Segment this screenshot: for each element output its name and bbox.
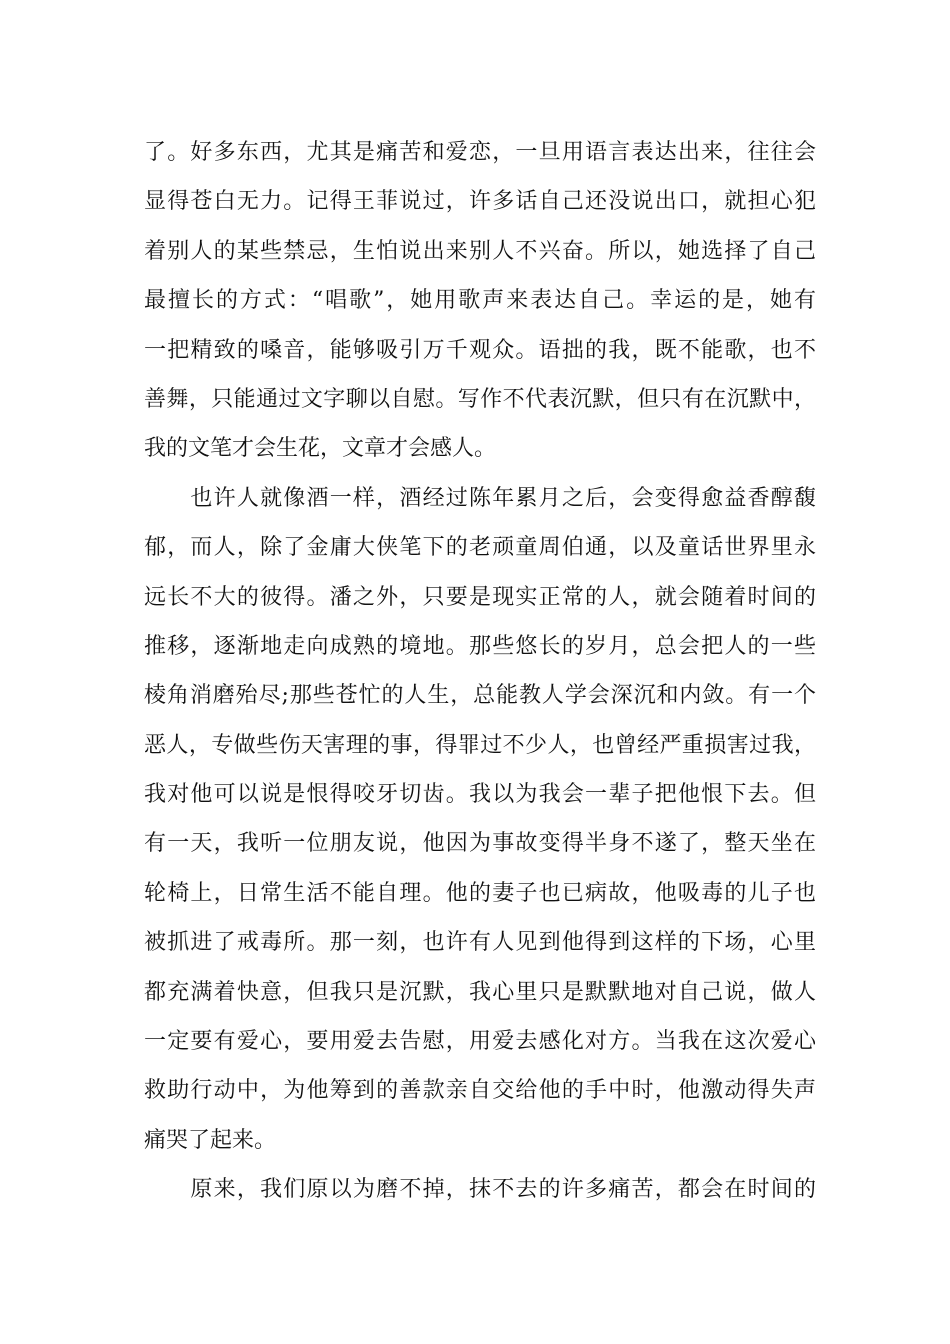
text-line: 轮椅上，日常生活不能自理。他的妻子也已病故，他吸毒的儿子也 — [144, 880, 816, 906]
text-line: 最擅长的方式：“唱歌”，她用歌声来表达自己。幸运的是，她有 — [144, 288, 816, 314]
text-line: 棱角消磨殆尽;那些苍忙的人生，总能教人学会深沉和内敛。有一个 — [144, 683, 816, 709]
text-line: 我对他可以说是恨得咬牙切齿。我以为我会一辈子把他恨下去。但 — [144, 782, 816, 808]
text-line: 被抓进了戒毒所。那一刻，也许有人见到他得到这样的下场，心里 — [144, 930, 816, 956]
text-line: 了。好多东西，尤其是痛苦和爱恋，一旦用语言表达出来，往往会 — [144, 140, 816, 165]
text-line: 恶人，专做些伤天害理的事，得罪过不少人，也曾经严重损害过我， — [144, 732, 816, 758]
text-line: 郁，而人，除了金庸大侠笔下的老顽童周伯通，以及童话世界里永 — [144, 535, 816, 561]
text-line: 痛哭了起来。 — [144, 1127, 277, 1153]
text-line: 善舞，只能通过文字聊以自慰。写作不代表沉默，但只有在沉默中， — [144, 386, 816, 412]
text-line: 显得苍白无力。记得王菲说过，许多话自己还没说出口，就担心犯 — [144, 189, 816, 215]
text-line: 一把精致的嗓音，能够吸引万千观众。语拙的我，既不能歌，也不 — [144, 337, 816, 363]
text-line: 一定要有爱心，要用爱去告慰，用爱去感化对方。当我在这次爱心 — [144, 1029, 816, 1055]
text-line: 也许人就像酒一样，酒经过陈年累月之后，会变得愈益香醇馥 — [144, 485, 816, 511]
text-line: 远长不大的彼得。潘之外，只要是现实正常的人，就会随着时间的 — [144, 584, 816, 610]
text-line: 有一天，我听一位朋友说，他因为事故变得半身不遂了，整天坐在 — [144, 831, 816, 857]
text-line: 推移，逐渐地走向成熟的境地。那些悠长的岁月，总会把人的一些 — [144, 633, 816, 659]
document-body — [144, 128, 816, 1215]
text-line: 着别人的某些禁忌，生怕说出来别人不兴奋。所以，她选择了自己 — [144, 238, 816, 264]
text-line: 都充满着快意，但我只是沉默，我心里只是默默地对自己说，做人 — [144, 979, 816, 1005]
text-line: 原来，我们原以为磨不掉，抹不去的许多痛苦，都会在时间的 — [144, 1177, 816, 1203]
text-line: 救助行动中，为他筹到的善款亲自交给他的手中时，他激动得失声 — [144, 1078, 816, 1104]
text-line: 我的文笔才会生花，文章才会感人。 — [144, 436, 497, 462]
